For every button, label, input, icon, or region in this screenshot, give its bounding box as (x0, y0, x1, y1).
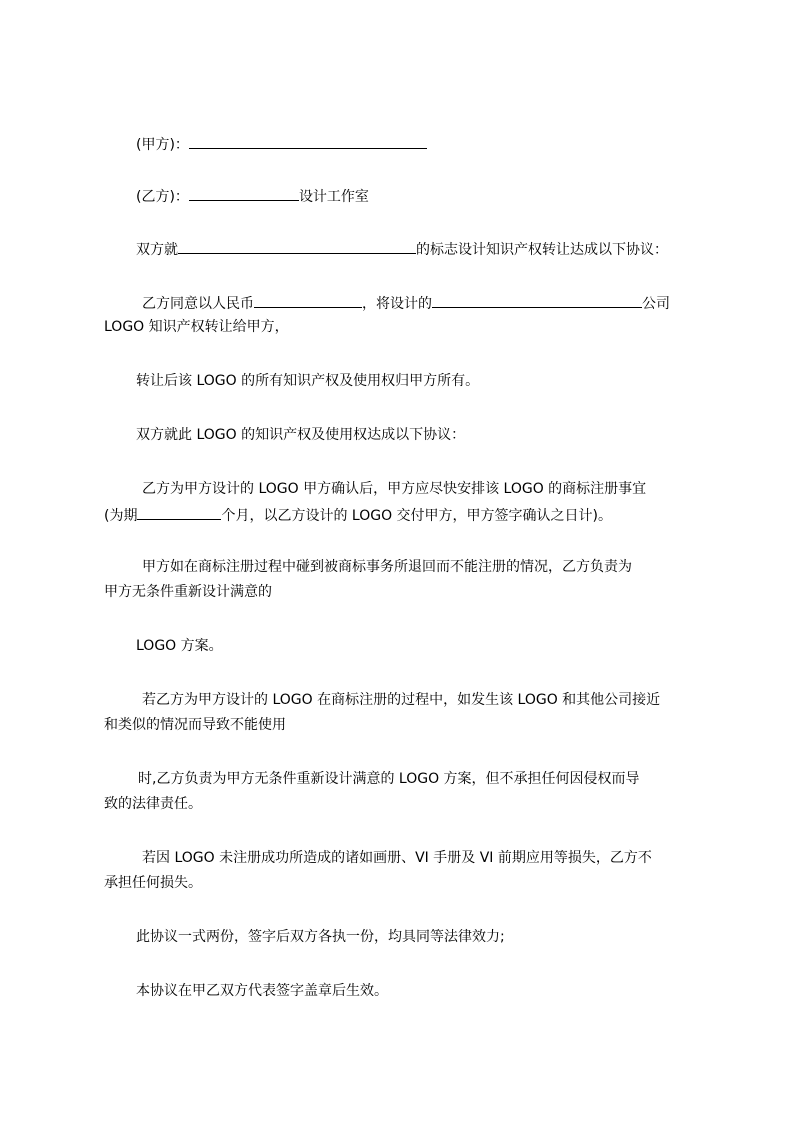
party-b-suffix: 设计工作室 (298, 189, 369, 205)
clause5-line1: 甲方如在商标注册过程中碰到被商标事务所退回而不能注册的情况，乙方负责为 (142, 559, 632, 575)
clause5-line3: LOGO 方案。 (136, 638, 223, 654)
intro-line (136, 239, 668, 257)
clause4-prefix: (为期 (104, 508, 138, 524)
clause1-company-blank[interactable] (432, 293, 642, 308)
clause2: 转让后该 LOGO 的所有知识产权及使用权归甲方所有。 (136, 373, 480, 389)
party-b-blank[interactable] (189, 186, 299, 201)
intro-suffix: 的标志设计知识产权转让达成以下协议： (416, 242, 668, 258)
clause3: 双方就此 LOGO 的知识产权及使用权达成以下协议： (136, 427, 466, 443)
party-b-line (136, 186, 369, 204)
clause10: 本协议在甲乙双方代表签字盖章后生效。 (136, 983, 388, 999)
clause1-line1 (142, 293, 670, 311)
party-a-label: (甲方)： (136, 137, 189, 153)
clause1-amount-blank[interactable] (254, 293, 362, 308)
clause8-line1: 若因 LOGO 未注册成功所造成的诸如画册、VI 手册及 VI 前期应用等损失，乙方不 (142, 850, 652, 866)
party-a-line (136, 134, 427, 152)
clause1-middle: ，将设计的 (362, 296, 432, 312)
clause1-line2: LOGO 知识产权转让给甲方， (104, 319, 289, 335)
clause7-line2: 致的法律责任。 (104, 796, 202, 812)
clause1-suffix: 公司 (642, 296, 670, 312)
party-b-label: (乙方)： (136, 189, 189, 205)
clause7-line1: 时,乙方负责为甲方无条件重新设计满意的 LOGO 方案，但不承担任何因侵权而导 (138, 771, 640, 787)
clause6-line2: 和类似的情况而导致不能使用 (104, 717, 286, 733)
clause5-line2: 甲方无条件重新设计满意的 (104, 584, 272, 600)
intro-prefix: 双方就 (136, 242, 178, 258)
clause9: 此协议一式两份，签字后双方各执一份，均具同等法律效力; (136, 929, 505, 945)
party-a-blank[interactable] (189, 134, 427, 149)
clause4-line2 (104, 505, 612, 523)
clause6-line1: 若乙方为甲方设计的 LOGO 在商标注册的过程中，如发生该 LOGO 和其他公司接近 (142, 692, 661, 708)
clause4-suffix: 个月，以乙方设计的 LOGO 交付甲方，甲方签字确认之日计)。 (221, 508, 613, 524)
clause8-line2: 承担任何损失。 (104, 875, 202, 891)
intro-blank[interactable] (178, 239, 416, 254)
clause1-prefix: 乙方同意以人民币 (142, 296, 254, 312)
clause4-line1: 乙方为甲方设计的 LOGO 甲方确认后，甲方应尽快安排该 LOGO 的商标注册事宜 (142, 481, 647, 497)
clause4-period-blank[interactable] (137, 505, 221, 520)
